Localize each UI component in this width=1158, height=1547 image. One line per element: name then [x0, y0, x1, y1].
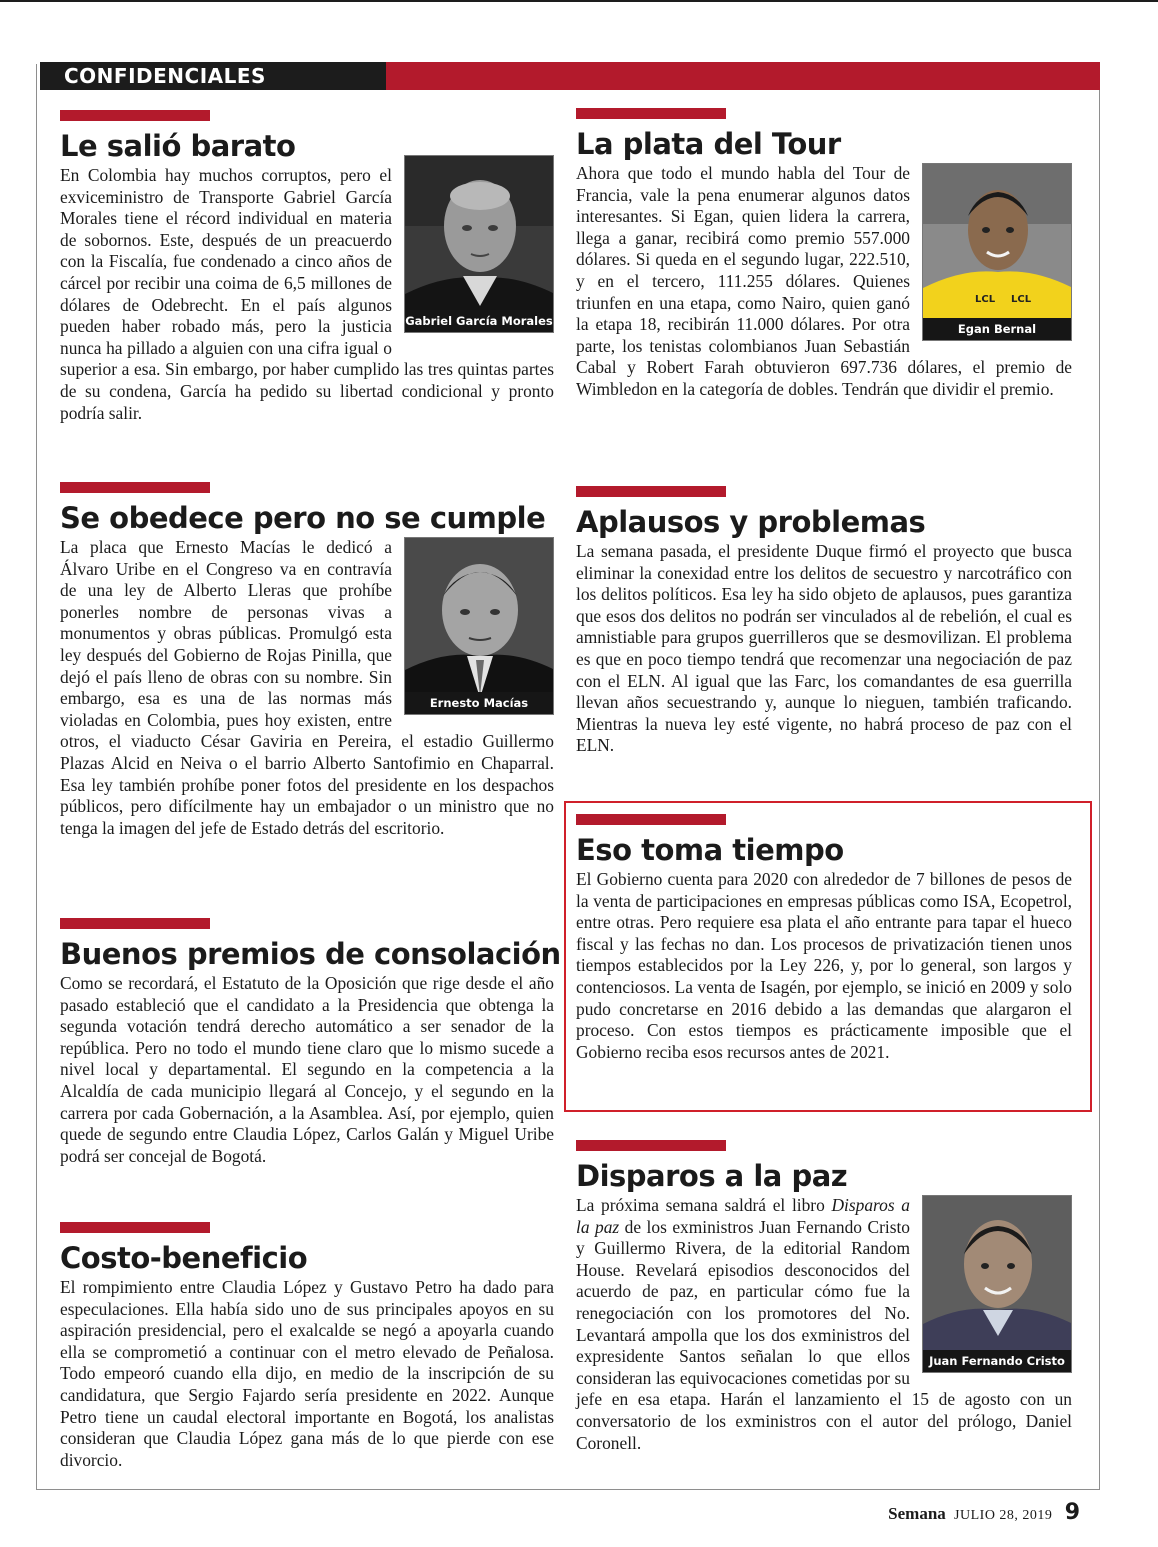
photo-egan-bernal	[922, 163, 1072, 341]
book-title: Disparos a la paz	[576, 1195, 910, 1237]
article-la-plata-del-tour	[576, 108, 1072, 401]
photo-caption: Ernesto Macías	[405, 692, 553, 714]
article-body	[60, 537, 554, 839]
headline: Costo-beneficio	[60, 1241, 308, 1275]
headline-rule	[576, 1140, 726, 1151]
section-header	[40, 62, 1100, 90]
headline: La plata del Tour	[576, 127, 841, 161]
headline: Le salió barato	[60, 129, 296, 163]
footer-brand: Semana	[888, 1504, 946, 1523]
article-body: El Gobierno cuenta para 2020 con alrededor de 7 billones de pesos de la venta de participaciones en empresas públicas como ISA, Ecopetrol, entre otras. Pero requiere esa plata el año entrante para tapar el hueco fiscal y las fechas no dan. Los procesos de privatización tienen unos tiempos establecidos por la Ley 226, y, por lo general, son largos y contenciosos. La venta de Isagén, por ejemplo, se inició en 2009 y solo pudo concretarse en 2016 debido a las demandas que alargaron el proceso. Con estos tiempos es prácticamente imposible que el Gobierno reciba esos recursos antes de 2021.	[576, 869, 1072, 1062]
article-text: La placa que Ernesto Macías le dedicó a Álvaro Uribe en el Congreso va en contravía de una ley de Alberto Lleras que prohíbe ponerles nombre de personas vivas a monumentos y obras públicas. Promulgó esta ley después del Gobierno de Rojas Pinilla, que dejó el país lleno de obras con su nombre. Sin embargo, esa es una de las normas más violadas en Colombia, pues hoy existen, entre otros, el viaducto César Gaviria en Pereira, el estadio Guillermo Plazas Alcid en Neiva o el barrio Alberto Santofimio en Chaparral. Esa ley también prohíbe poner fotos del presidente en los despachos públicos, pero difícilmente hay un embajador o un ministro que no tenga la imagen del jefe de Estado detrás del escritorio.	[60, 537, 554, 838]
headline-rule	[60, 918, 210, 929]
section-header-red-bar	[386, 62, 1100, 90]
page-footer	[888, 1500, 1080, 1525]
photo-caption: Juan Fernando Cristo	[923, 1350, 1071, 1372]
article-aplausos-y-problemas	[576, 486, 1072, 757]
headline-rule	[60, 482, 210, 493]
article-body	[60, 165, 554, 424]
article-body: La semana pasada, el presidente Duque firmó el proyecto que busca eliminar la conexidad entre los delitos de secuestro y narcotráfico con los delitos políticos. Esa ley ha sido objeto de aplausos, pues garantiza que esos dos delitos no podrán ser vinculados al de rebelión, el cual es amnistiable para grupos guerrilleros que se desmovilizan. El problema es que en poco tiempo tendrá que recomenzar una negociación de paz con el ELN. Al igual que las Farc, los comandantes de esa guerrilla llevan años secuestrando y, aunque lo nieguen, también traficando. Mientras la nueva ley esté vigente, no habrá proceso de paz con el ELN.	[576, 541, 1072, 756]
headline-rule	[576, 486, 726, 497]
portrait-image	[405, 156, 554, 333]
article-body	[576, 1195, 1072, 1454]
article-text-intro: La próxima semana saldrá el libro	[576, 1195, 832, 1215]
portrait-image	[923, 164, 1072, 341]
headline-rule	[60, 110, 210, 121]
footer-date: JULIO 28, 2019	[954, 1508, 1053, 1523]
portrait-image	[405, 538, 554, 715]
svg-text:LCL: LCL	[975, 294, 996, 305]
headline-rule	[576, 108, 726, 119]
article-text: En Colombia hay muchos corruptos, pero el exviceministro de Transporte Gabriel García Morales tiene el récord individual en materia de sobornos. Este, después de un preacuerdo con la Fiscalía, fue condenado a cinco años de cárcel por recibir una coima de 6,5 millones de dólares de Odebrecht. En el país algunos pueden haber robado más, pero la justicia nunca ha pillado a alguien con una cifra igual o superior a esa. Sin embargo, por haber cumplido las tres quintas partes de su condena, García ha pedido su libertad condicional y pronto podría salir.	[60, 165, 554, 423]
headline: Aplausos y problemas	[576, 505, 926, 539]
page-number: 9	[1064, 1500, 1080, 1525]
headline-rule	[60, 1222, 210, 1233]
portrait-image	[923, 1196, 1072, 1373]
photo-caption: Gabriel García Morales	[405, 310, 553, 332]
photo-caption: Egan Bernal	[923, 318, 1071, 340]
svg-text:LCL: LCL	[1011, 294, 1032, 305]
photo-ernesto-macias	[404, 537, 554, 715]
headline-rule	[576, 814, 726, 825]
article-eso-toma-tiempo	[576, 814, 1072, 1063]
headline: Disparos a la paz	[576, 1159, 848, 1193]
section-header-black	[40, 62, 386, 90]
article-buenos-premios	[60, 918, 561, 1167]
article-se-obedece	[60, 482, 554, 839]
article-text: Ahora que todo el mundo habla del Tour de Francia, vale la pena enumerar algunos datos interesantes. Si Egan, quien lidera la carrera, llega a ganar, recibirá como premio 557.000 dólares. Si queda en el segundo lugar, 222.510, y en el tercero, 111.255 dólares. Quienes triunfen en una etapa, como Nairo, quien ganó la etapa 18, recibirán 11.000 dólares. Por otra parte, los tenistas colombianos Juan Sebastián Cabal y Robert Farah obtuvieron 697.736 dólares, el premio de Wimbledon en la categoría de dobles. Tendrán que dividir el premio.	[576, 163, 1072, 399]
section-label: CONFIDENCIALES	[64, 64, 266, 88]
headline: Eso toma tiempo	[576, 833, 844, 867]
article-costo-beneficio	[60, 1222, 554, 1471]
page-top-edge	[0, 0, 1158, 2]
photo-juan-fernando-cristo	[922, 1195, 1072, 1373]
article-body: Como se recordará, el Estatuto de la Oposición que rige desde el año pasado estableció que el candidato a la Presidencia que obtenga la segunda votación tendrá derecho automático a ser senador de la república. Pero no todo el mundo tiene claro que lo mismo sucede a nivel local y departamental. El segundo en la competencia a la Alcaldía de cada municipio llegará al Concejo, y el segundo en la carrera por cada Gobernación, a la Asamblea. Así, por ejemplo, quien quede de segundo entre Claudia López, Carlos Galán y Miguel Uribe podrá ser concejal de Bogotá.	[60, 973, 554, 1166]
headline: Se obedece pero no se cumple	[60, 501, 546, 535]
photo-gabriel-garcia-morales	[404, 155, 554, 333]
article-body: El rompimiento entre Claudia López y Gustavo Petro ha dado para especulaciones. Ella había sido uno de sus principales apoyos en su aspiración presidencial, pero el exalcalde se negó a apoyarla cuando ella se comprometió a continuar con el metro elevado de Peñalosa. Todo empeoró cuando ella dijo, en medio de la inscripción de su candidatura, que Sergio Fajardo sería presidente en 2022. Aunque Petro tiene un caudal electoral importante en Bogotá, los analistas consideran que Claudia López gana más de lo que pierde con ese divorcio.	[60, 1277, 554, 1470]
article-body	[576, 163, 1072, 401]
headline: Buenos premios de consolación	[60, 937, 561, 971]
article-text: de los exministros Juan Fernando Cristo y Guillermo Rivera, de la editorial Random House. Revelará episodios desconocidos del acuerdo de paz, en particular cómo fue la renegociación con los promotores del No. Levantará ampolla que los dos exministros del expresidente Santos señalan lo que ellos consideran las equivocaciones cometidas por su jefe en esa etapa. Harán el lanzamiento el 15 de agosto con un conversatorio de los exministros con el autor del prólogo, Daniel Coronell.	[576, 1216, 1072, 1453]
article-le-salio-barato	[60, 110, 554, 424]
article-disparos-a-la-paz	[576, 1140, 1072, 1454]
